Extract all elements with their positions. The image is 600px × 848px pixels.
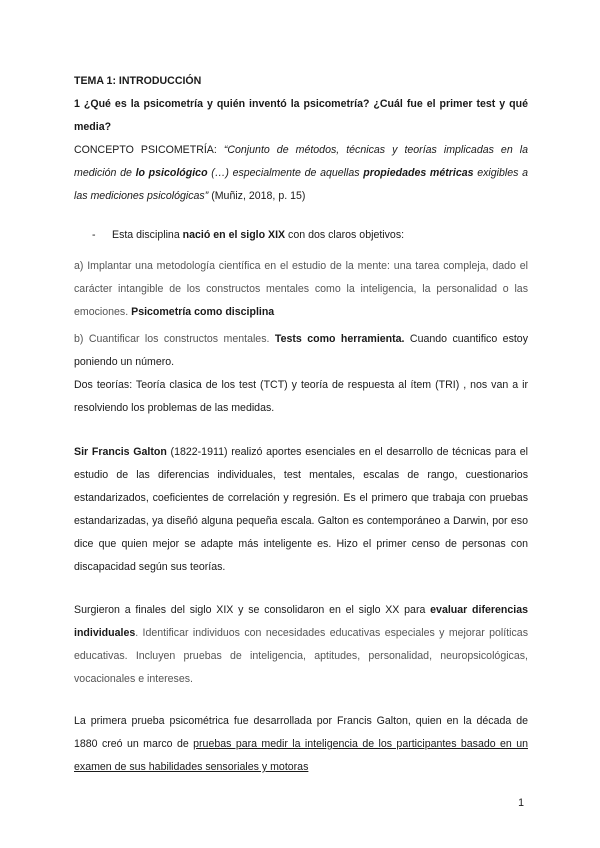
- first-test-text: La primera prueba psicométrica fue desarrollada por Francis Galton, quien en la década de 1880 creó un marco de: [74, 715, 528, 750]
- theories-paragraph: Dos teorías: Teoría clasica de los test (TCT) y teoría de respuesta al ítem (TRI) , nos van a ir resolviendo los problemas de las medidas.: [74, 379, 528, 414]
- objective-a-text: a) Implantar una metodología científica en el estudio de la mente: una tarea compleja, dado el carácter intangible de los constructos mentales como la inteligencia, la personalidad o las emociones.: [74, 260, 528, 318]
- bullet-item: [92, 226, 404, 244]
- page-number: 1: [518, 797, 524, 809]
- definition-quote-2: (…) especialmente de aquellas: [207, 167, 364, 179]
- origins-paragraph: [74, 599, 528, 691]
- concept-definition: [74, 139, 528, 208]
- objective-a: [74, 255, 528, 324]
- galton-name: Sir Francis Galton: [74, 446, 167, 458]
- bullet-bold: nació en el siglo XIX: [182, 229, 286, 241]
- definition-quote-1: “Conjunto de métodos, técnicas y teorías implicadas en la medición de: [74, 144, 528, 179]
- objective-b-bold: Tests como herramienta.: [274, 333, 405, 345]
- objective-a-bold: Psicometría como disciplina: [131, 306, 275, 318]
- galton-text: (1822-1911) realizó aportes esenciales en el desarrollo de técnicas para el estudio de las diferencias individuales, test mentales, escalas de rango, cuestionarios estandarizados, coeficientes de correlación y regresión. Es el primero que trabaja con pruebas estandarizadas, ya diseñó alguna pequeña escala. Galton es contemporáneo a Darwin, por eso dice que quien mejor se adapte más inteligente es. Hizo el primer censo de personas con discapacidad según sus teorías.: [74, 446, 528, 573]
- definition-quote-3: exigibles a las mediciones psicológicas”: [74, 167, 528, 202]
- page-title: TEMA 1: INTRODUCCIÓN: [74, 75, 202, 87]
- origins-text-2: . Identificar individuos con necesidades educativas especiales y mejorar políticas educativas. Incluyen pruebas de inteligencia, aptitudes, personalidad, neuropsicológicas, vocacionales e intereses.: [74, 627, 528, 685]
- galton-paragraph: [74, 441, 528, 579]
- definition-bold-1: lo psicológico: [135, 167, 208, 179]
- objective-b-text: b) Cuantificar los constructos mentales.: [74, 333, 275, 345]
- first-test-underlined: pruebas para medir la inteligencia de los participantes basado en un examen de sus habilidades sensoriales y motoras: [74, 738, 528, 773]
- bullet-text-1: Esta disciplina: [112, 229, 183, 241]
- concept-label: CONCEPTO PSICOMETRÍA:: [74, 144, 217, 156]
- citation: (Muñiz, 2018, p. 15): [208, 190, 306, 202]
- question-heading: 1 ¿Qué es la psicometría y quién inventó la psicometría? ¿Cuál fue el primer test y qué media?: [74, 98, 528, 133]
- bullet-text-2: con dos claros objetivos:: [285, 229, 405, 241]
- objective-b-after: Cuando cuantifico estoy poniendo un número.: [74, 333, 528, 368]
- bullet-dash: -: [92, 229, 96, 241]
- origins-text-1: Surgieron a finales del siglo XIX y se consolidaron en el siglo XX para: [74, 604, 431, 616]
- origins-bold: evaluar diferencias individuales: [74, 604, 528, 639]
- definition-bold-2: propiedades métricas: [363, 167, 474, 179]
- objective-b: [74, 328, 528, 374]
- first-test-paragraph: [74, 710, 528, 779]
